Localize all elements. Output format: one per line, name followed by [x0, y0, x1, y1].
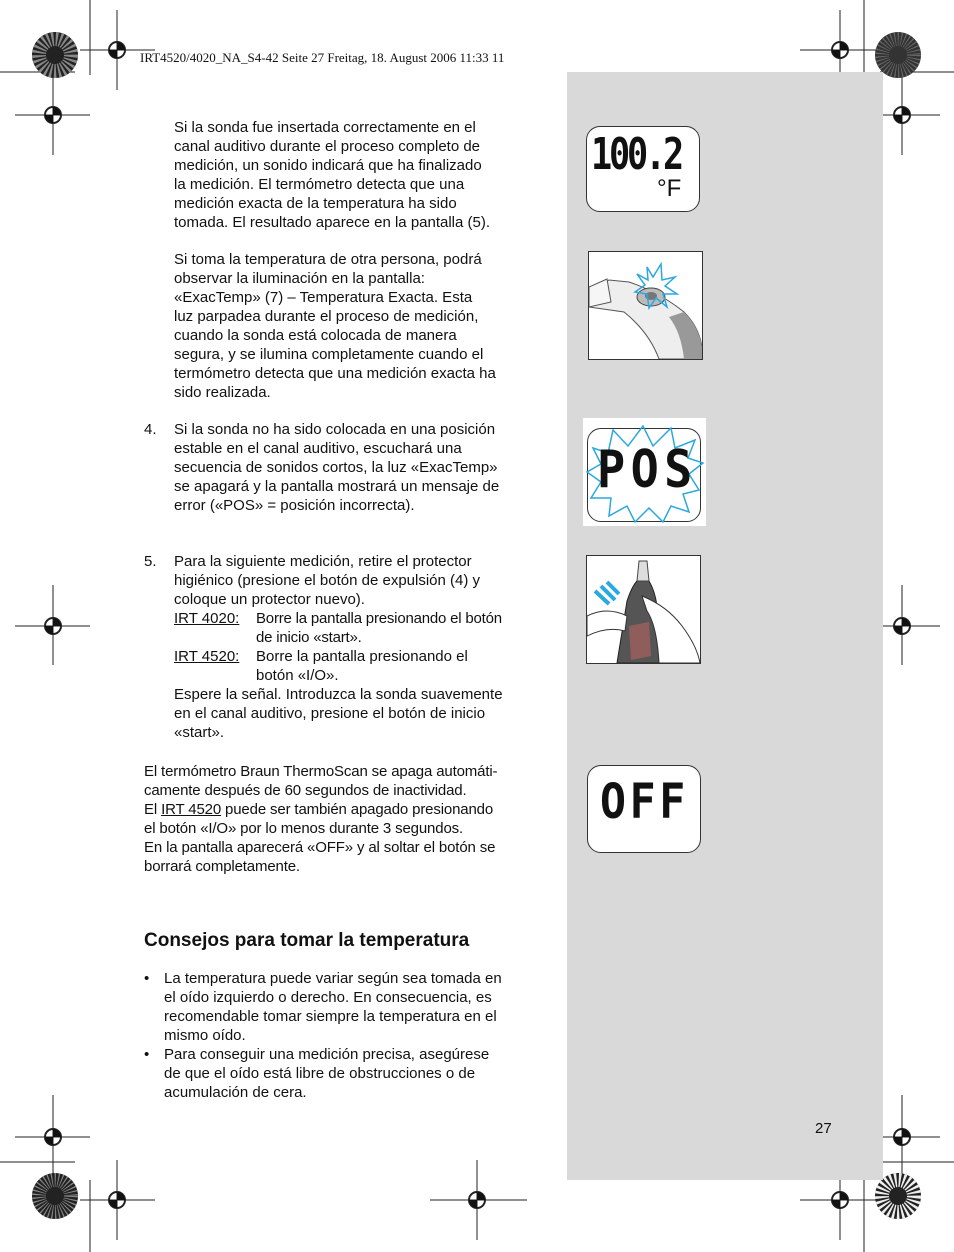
print-header: IRT4520/4020_NA_S4-42 Seite 27 Freitag, 18. August 2006 11:33 11 — [140, 50, 505, 65]
lcd-display-off — [587, 765, 701, 853]
hand-thermometer-icon — [587, 556, 700, 663]
step-4-number: 4. — [144, 421, 157, 438]
step-5-number: 5. — [144, 553, 157, 570]
step-5-after: Espere la señal. Introduzca la sonda suavemente en el canal auditivo, presione el botón de inicio «start». — [174, 686, 503, 741]
irt4020-label: IRT 4020: — [174, 610, 240, 627]
lcd-temperature-value: 100.2 — [591, 129, 681, 180]
step-4-text: Si la sonda no ha sido colocada en una posición estable en el canal auditivo, escuchará una secuencia de sonidos cortos, la luz «ExacTemp» se apagará y la pantalla mostrará un mensaje de error («POS» = posición incorrecta). — [174, 421, 500, 514]
irt4520-instruction: Borre la pantalla presionando el botón «I/O». — [256, 648, 468, 684]
thermometer-probe-icon — [589, 252, 702, 359]
intro-paragraph-2: Si toma la temperatura de otra persona, podrá observar la iluminación en la pantalla: «ExacTemp» (7) – Temperatura Exacta. Esta luz parpadea durante el proceso de medición, cuando la sonda está colocada de manera segura, y se ilumina completamente cuando el termómetro detecta que una medición exacta ha sido realizada. — [174, 251, 496, 401]
tips-heading: Consejos para tomar la temperatura — [144, 930, 470, 951]
bullet-dot: • — [144, 970, 150, 987]
figure-exactemp-light — [588, 251, 703, 360]
figure-pos-error — [583, 418, 706, 526]
figure-eject-cover — [586, 555, 701, 664]
intro-paragraph-1: Si la sonda fue insertada correctamente en el canal auditivo durante el proceso completo de medición, un sonido indicará que ha finalizado la medición. El termómetro detecta que una medición exacta de la temperatura ha sido tomada. El resultado aparece en la pantalla (5). — [174, 119, 491, 231]
irt4520-label: IRT 4520: — [174, 648, 240, 665]
irt4020-instruction: Borre la pantalla presionando el botón de inicio «start». — [256, 610, 502, 646]
lcd-display-temperature — [586, 126, 700, 212]
lcd-pos-text: POS — [597, 440, 698, 500]
lcd-unit-label: °F — [657, 175, 682, 202]
irt4520-link: IRT 4520 — [161, 801, 222, 818]
tip-bullet-2: • Para conseguir una medición precisa, asegúrese de que el oído está libre de obstrucciones o de acumulación de cera. — [144, 1046, 490, 1101]
auto-off-paragraph: El termómetro Braun ThermoScan se apaga automáti- camente después de 60 segundos de inactividad. El IRT 4520 puede ser también apagado presionando el botón «I/O» por lo menos durante 3 segundos. En la pantalla aparecerá «OFF» y al soltar el botón se borrará completamente. — [144, 763, 498, 875]
page-number: 27 — [815, 1120, 832, 1137]
bullet-dot: • — [144, 1046, 150, 1063]
step-5-text: Para la siguiente medición, retire el protector higiénico (presione el botón de expulsión (4) y coloque un protector nuevo). — [174, 553, 481, 608]
tip-bullet-1: • La temperatura puede variar según sea tomada en el oído izquierdo o derecho. En consecuencia, es recomendable tomar siempre la temperatura en el mismo oído. — [144, 970, 502, 1044]
lcd-off-text: OFF — [600, 774, 689, 830]
